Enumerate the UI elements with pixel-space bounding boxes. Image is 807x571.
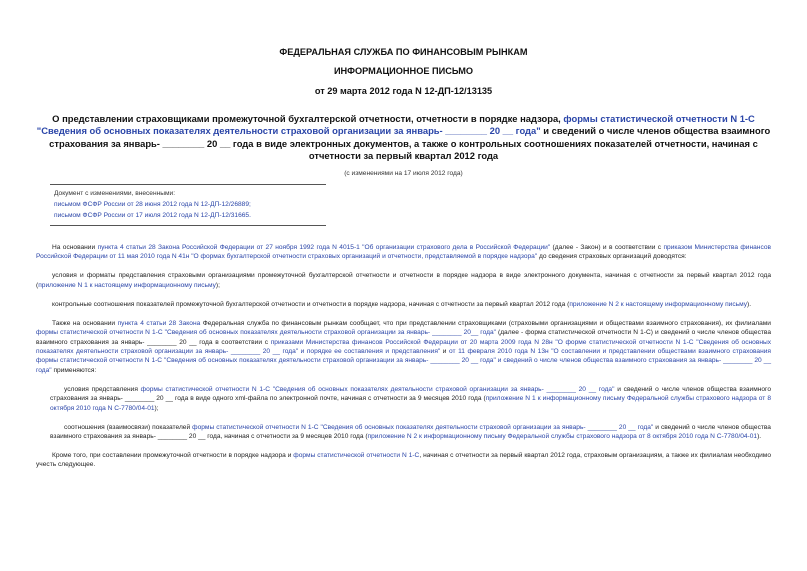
p4-law-link[interactable]: пункта 4 статьи 28 Закона [117, 319, 201, 327]
amendments-box [50, 184, 326, 226]
p5-form-link[interactable]: формы статистической отчетности N 1-С "Сведения об основных показателях деятельности страховой организации за январь- ________ 20 __ года" [140, 385, 615, 393]
p6-appendix-link[interactable]: приложение N 2 к информационному письму Федеральной службы страхового надзора от 8 октября 2010 года N С-7780/04-01 [367, 433, 758, 441]
p4-text-c: (далее - форма статистической отчетности N 1-С) и сведений о числе членов общества взаимного страхования за январь- ________ 20 __ года в соответствии с [36, 329, 771, 346]
p2-appendix-link[interactable]: приложение N 1 к настоящему информационному письму [38, 281, 216, 289]
p1-text-b: (далее - Закон) и в соответствии с [550, 244, 664, 251]
paragraph-7 [36, 451, 771, 470]
p4-text-b: Федеральная служба по финансовым рынкам сообщает, что при представлении страховщиками (страховыми организациями и обществами взаимного страхования), их филиалами [200, 319, 771, 327]
document-date-number: от 29 марта 2012 года N 12-ДП-12/13135 [314, 86, 493, 96]
amendment-link-2[interactable]: письмом ФСФР России от 17 июля 2012 года N 12-ДП-12/31665. [54, 212, 251, 219]
document-title [28, 113, 779, 163]
amendments-intro: Документ с изменениями, внесенными: [54, 190, 176, 197]
p4-form-link[interactable]: формы статистической отчетности N 1-С "Сведения об основных показателях деятельности страховой организации за январь- ________ 20__ года" [36, 329, 496, 337]
p2-text-a: условия и форматы представления страховыми организациями промежуточной бухгалтерской отчетности и отчетности в порядке надзора в виде электронного документа, начиная с отчетности за первый квартал 2012 года ( [36, 272, 771, 289]
title-form-link[interactable]: формы статистической отчетности N 1-С "Сведения об основных показателях деятельности страховой организации за январь- ________ 20 __ года" [36, 113, 755, 137]
p5-appendix-link[interactable]: приложение N 1 к информационному письму Федеральной службы страхового надзора от 8 октября 2010 года N С-7780/04-01 [50, 395, 772, 412]
paragraph-5 [50, 385, 771, 413]
p1-text-c: до сведения страховых организаций доводятся: [537, 253, 687, 261]
document-body [36, 243, 771, 479]
changes-note: (с изменениями на 17 июля 2012 года) [344, 170, 463, 177]
agency-heading: ФЕДЕРАЛЬНАЯ СЛУЖБА ПО ФИНАНСОВЫМ РЫНКАМ [279, 47, 528, 57]
title-text-part-2: и сведений о числе членов общества взаимного страхования за январь- ________ 20 __ года в виде электронных документов, а также о контрольных соотношениях показателей отчетности, начиная с отчетности за первый квартал 2012 года [49, 125, 771, 162]
p3-text-b: ). [747, 300, 752, 308]
p4-order-13n-link[interactable]: от 11 февраля 2010 года N 13н "О составлении и представлении обществами взаимного страхования формы статистической отчетности N 1-С "Сведения об основных показателях деятельности страховой организации за январь- ________ 20 __ года" и сведений о числе членов общества взаимного страхования за январь- ________ 20 __ года" [36, 348, 771, 374]
p4-text-e: применяются: [51, 366, 97, 374]
p5-text-b: и сведений о числе членов общества взаимного страхования за январь- ________ 20 __ года в виде одного xml-файла по электронной почте, начиная с отчетности за 9 месяцев 2010 года ( [50, 385, 771, 403]
p4-text-a: Также на основании [52, 319, 118, 327]
p1-law-link[interactable]: пункта 4 статьи 28 Закона Российской Федерации от 27 ноября 1992 года N 4015-1 "Об организации страхового дела в Российской Федерации" [97, 244, 551, 251]
p7-text-a: Кроме того, при составлении промежуточной отчетности в порядке надзора и [52, 452, 294, 460]
paragraph-2 [36, 271, 771, 290]
p1-text-a: На основании [52, 244, 98, 251]
amendment-link-1[interactable]: письмом ФСФР России от 28 июня 2012 года N 12-ДП-12/26889; [54, 201, 251, 208]
p7-text-b: , начиная с отчетности за первый квартал 2012 года, страховым организациям, а также их филиалам необходимо учесть следующее. [36, 452, 771, 469]
p2-text-b: ); [215, 281, 220, 289]
p7-form-link[interactable]: формы статистической отчетности N 1-С [293, 452, 420, 460]
p6-text-c: ). [757, 433, 762, 441]
document-type-heading: ИНФОРМАЦИОННОЕ ПИСЬМО [333, 66, 474, 76]
p6-text-b: и сведений о числе членов общества взаимного страхования за январь- ________ 20 __ года, начиная с отчетности за 9 месяцев 2010 года ( [50, 423, 771, 441]
p4-text-d: и [440, 348, 449, 356]
p3-appendix-link[interactable]: приложение N 2 к настоящему информационному письму [569, 300, 747, 308]
p6-form-link[interactable]: формы статистической отчетности N 1-С "Сведения об основных показателях деятельности страховой организации за январь- ________ 20 __ года" [192, 423, 654, 431]
title-text-part-1: О представлении страховщиками промежуточной бухгалтерской отчетности, отчетности в порядке надзора, [52, 113, 564, 124]
paragraph-6 [50, 423, 771, 442]
paragraph-3 [36, 300, 771, 309]
p6-text-a: соотношения (взаимосвязи) показателей [64, 423, 193, 431]
paragraph-4 [36, 319, 771, 375]
paragraph-1 [36, 243, 771, 262]
p3-text-a: контрольные соотношения показателей промежуточной бухгалтерской отчетности и отчетности в порядке надзора, начиная с отчетности за первый квартал 2012 года ( [52, 300, 570, 308]
p1-order-link[interactable]: приказом Министерства финансов Российской Федерации от 11 мая 2010 года N 41н "О формах бухгалтерской отчетности страховых организаций и отчетности, представляемой в порядке надзора" [36, 244, 771, 261]
p5-text-c: ); [154, 404, 159, 412]
p4-orders-link[interactable]: приказами Министерства финансов Российской Федерации от 20 марта 2009 года N 28н "О форме статистической отчетности N 1-С "Сведения об основных показателях деятельности страховой организации за январь- ________ 20 __ года" и порядке ее составления и представления" [36, 338, 771, 356]
p5-text-a: условия представления [64, 385, 141, 393]
